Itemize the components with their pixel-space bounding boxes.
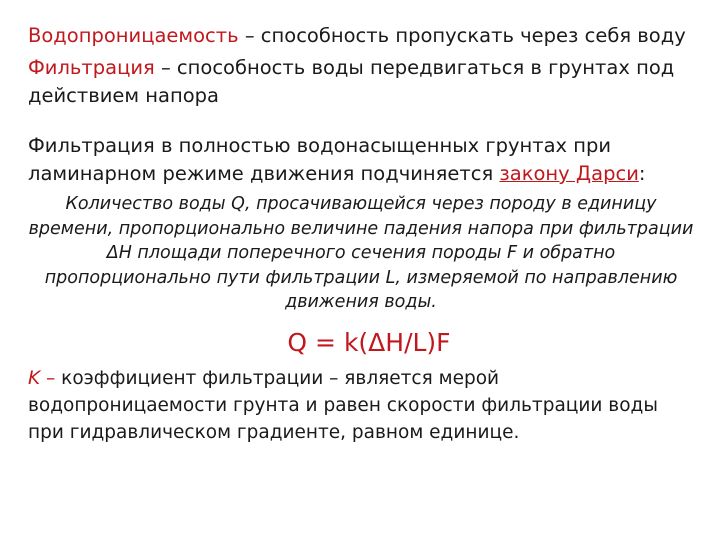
darcy-intro <box>28 132 694 188</box>
coefficient-text: коэффициент фильтрации – является мерой водопроницаемости грунта и равен скорости фильтрации воды при гидравлическом градиенте, равном единице. <box>28 367 658 443</box>
coefficient-dash: – <box>40 367 56 389</box>
darcy-law-link[interactable]: закону Дарси <box>499 162 639 185</box>
permeability-term: Водопроницаемость <box>28 24 239 47</box>
permeability-text: – способность пропускать через себя воду <box>238 24 686 47</box>
darcy-law-statement: Количество воды Q, просачивающейся через породу в единицу времени, пропорционально величине падения напора при фильтрации ΔH площади поперечного сечения породы F и обратно пропорционально пути фильтрации L, измеряемой по направлению движения воды. <box>28 194 694 312</box>
darcy-intro-text: Фильтрация в полностью водонасыщенных грунтах при ламинарном режиме движения подчиняется <box>28 134 612 185</box>
filtration-text: – способность воды передвигаться в грунтах под действием напора <box>28 56 675 107</box>
permeability-definition <box>28 22 694 50</box>
coefficient-symbol: K <box>28 367 41 389</box>
filtration-definition <box>28 54 694 110</box>
filtration-term: Фильтрация <box>28 56 155 79</box>
coefficient-definition <box>28 365 694 446</box>
darcy-formula: Q = k(ΔH/L)F <box>287 327 451 357</box>
darcy-intro-end: : <box>638 162 646 185</box>
